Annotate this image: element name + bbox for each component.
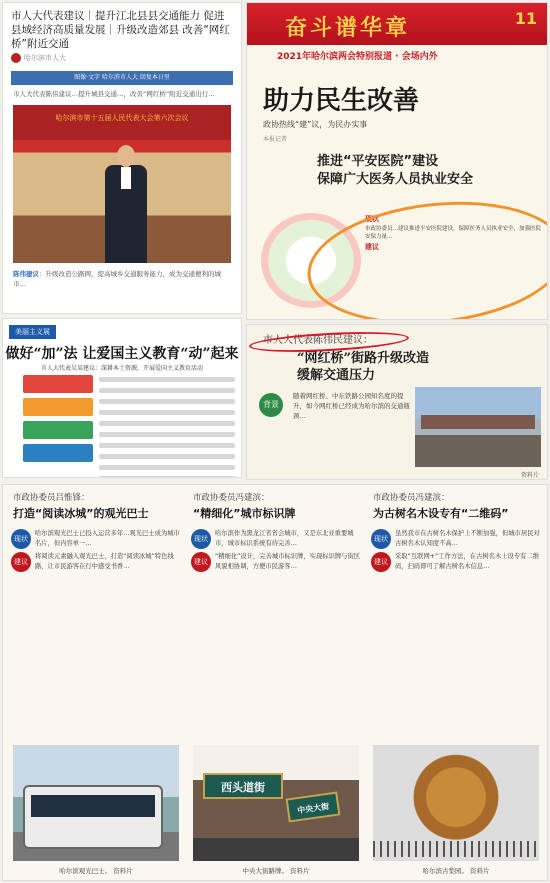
intro-text: 市人大代表陈伟建议…提升城县交通…，改善“网红桥”附近交通出行…: [13, 90, 215, 98]
article-title: 做好“加”法 让爱国主义教育“动”起来: [5, 346, 239, 362]
column-trees: [367, 491, 545, 877]
status-section: 现状 虽然我市在古树名木保护上不断加强，但城市居民对古树名木认知度不高…: [367, 529, 545, 548]
newspaper-header: [247, 3, 547, 45]
text-lines: [99, 377, 235, 478]
photo-caption: 哈尔滨古梨园。 资料片: [422, 867, 490, 875]
street-sign: 西头道街: [203, 773, 283, 799]
delegate-header: 市人大代表陈伟民建议：: [263, 335, 373, 346]
infographic-steps: [23, 375, 93, 471]
subheader: 2021年哈尔滨两会特别报道 · 会场内外: [277, 52, 438, 62]
article-title: 市人大代表建议｜提升江北县县交通能力 促进县域经济高质量发展｜升级改造郊县 改善“网红桥”附近交通: [11, 10, 230, 50]
article-subtitle: 市人大代表吴某建议：深耕本土资源，开展爱国主义教育活动: [40, 365, 203, 372]
newspaper-panel-4: [246, 324, 548, 480]
article-body: 随着网红桥、中东铁路公园知名度的提升，如今网红桥已经成为哈尔滨的交通瓶颈…: [293, 392, 410, 420]
headline: “网红桥”街路升级改造 缓解交通压力: [297, 351, 429, 383]
column-bus: [7, 491, 185, 877]
highlight-ring: [301, 190, 548, 320]
article-body: 现状 市政协委员…建议推进平安医院建设，保障医务人员执业安全，加强医院安保力量… 建议: [365, 215, 542, 251]
status-section: 现状 哈尔滨观光巴士已投入运营多年…观光巴士成为城市名片，但内容单一…: [7, 529, 185, 548]
page-number: 11: [514, 9, 537, 28]
status-section: 现状 哈尔滨作为黑龙江省省会城市，又是东北亚重要城市，城市标识系统有待完善…: [187, 529, 365, 548]
proposal-section: 建议 采取“互联网+”工作方法，在古树名木上设专有二维码，扫码即可了解古树名木信息…: [367, 552, 545, 571]
committee-member: 市政协委员冯建滨：: [193, 493, 270, 503]
photo-caption: 陈伟建议：升级改造公路网，提高城乡交通服务能力，成为交通便利的城市…: [13, 270, 221, 288]
banner: 图像·文字 哈尔滨市人大 回复本日里: [11, 71, 233, 85]
byline: 本报记者: [263, 136, 288, 143]
article-panel-1: [2, 2, 242, 314]
photo-caption: 资料片: [520, 472, 539, 479]
column-signs: [187, 491, 365, 877]
column-title: 打造“阅读冰城”的观光巴士: [13, 507, 149, 520]
column-title: 为古树名木设专有“二维码”: [373, 507, 509, 520]
newspaper-panel-2: [246, 2, 548, 320]
bridge-photo: [415, 387, 541, 479]
committee-member: 市政协委员吕惟锋：: [13, 493, 90, 503]
hall-banner: 哈尔滨市第十五届人民代表大会第六次会议: [55, 114, 189, 122]
background-badge: 背景: [259, 393, 283, 417]
tree-photo: [373, 745, 539, 861]
newspaper-panel-5: [2, 484, 548, 881]
header-title: 奋斗谱华章: [285, 15, 411, 41]
logo-icon: [11, 53, 21, 63]
article-source: 哈尔滨市人大: [3, 53, 241, 63]
street-sign: 中央大街: [286, 791, 341, 822]
delegate-photo: [13, 105, 231, 263]
person-figure: [103, 145, 149, 263]
proposal-section: 建议 将阅读元素融入观光巴士，打造“阅读冰城”特色线路，让市民游客在行中感受书香…: [7, 552, 185, 571]
big-title: 助力民生改善: [263, 86, 420, 116]
section-tag: 美丽主义展: [9, 325, 56, 339]
column-title: “精细化”城市标识牌: [193, 507, 296, 520]
proposal-section: 建议 “精细化”设计，完善城市标识牌，实现标识牌与街区风貌相协调，方便市民游客…: [187, 552, 365, 571]
small-title: 政协热线“建”议，为民办实事: [263, 120, 368, 129]
article-panel-3: [2, 318, 242, 478]
photo-caption: 中央大街路牌。 资料片: [242, 867, 310, 875]
headline: 推进“平安医院”建设 保障广大医务人员执业安全: [317, 154, 474, 187]
photo-caption: 哈尔滨观光巴士。 资料片: [59, 867, 133, 875]
bus-photo: [13, 745, 179, 861]
committee-member: 市政协委员冯建滨：: [373, 493, 450, 503]
street-sign-photo: [193, 745, 359, 861]
